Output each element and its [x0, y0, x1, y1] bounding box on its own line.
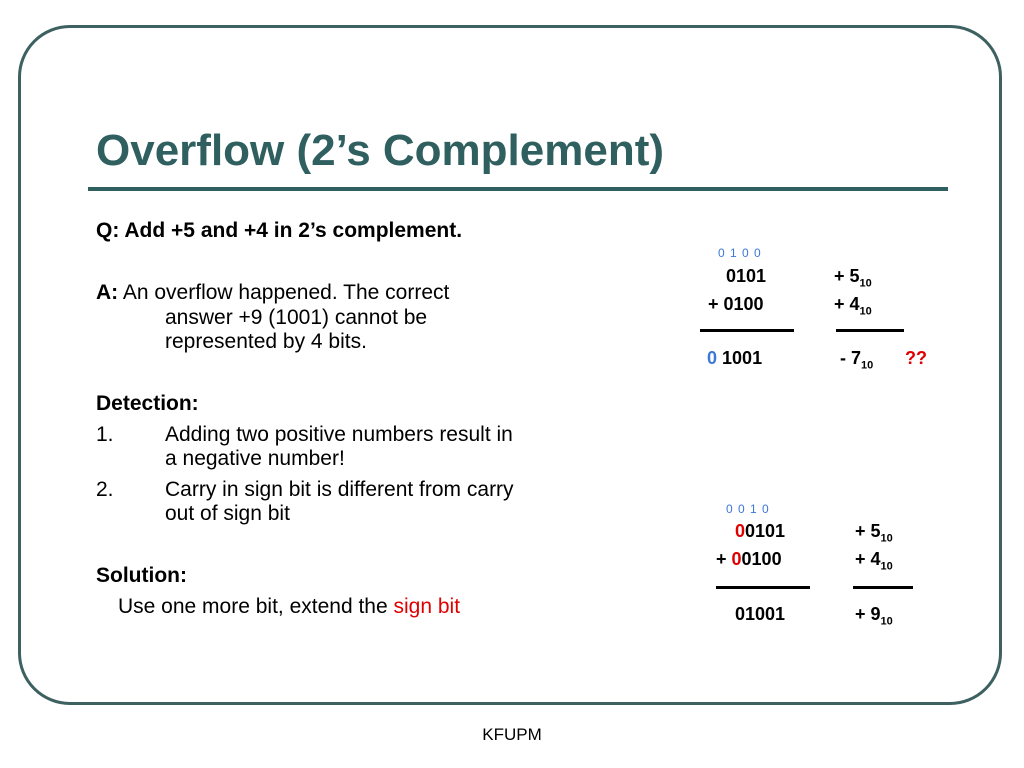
example2-decimal-1	[855, 521, 893, 545]
question-text: Add +5 and +4 in 2’s complement.	[124, 219, 463, 242]
answer-line-2: answer +9 (1001) cannot be	[165, 306, 428, 329]
example1-carry-bits: 0 1 0 0	[718, 246, 762, 260]
example1-operand-1: 0101	[726, 266, 767, 286]
example1-decimal-1	[834, 266, 872, 290]
detection-item-1-num: 1.	[96, 423, 114, 446]
example2-operand-1	[735, 521, 785, 542]
example2-operand-2	[716, 549, 782, 570]
example1-overflow-flag: ??	[905, 348, 927, 368]
example2-operand-2-bits: 0100	[741, 549, 782, 569]
slide-title: Overflow (2’s Complement)	[96, 126, 665, 175]
example2-carry-bits: 0 0 1 0	[726, 502, 770, 516]
solution-line	[118, 594, 460, 619]
solution-heading: Solution:	[96, 564, 187, 587]
example2-decimal-result-value: + 9	[855, 604, 881, 624]
detection-item-2-line-1: Carry in sign bit is different from carry	[165, 478, 514, 501]
example2-binary-sum-rule	[716, 586, 810, 589]
example2-result: 01001	[735, 604, 786, 624]
example2-operand-1-extended-bit: 0	[735, 521, 746, 541]
example2-decimal-2-base: 10	[880, 560, 893, 573]
example1-decimal-2-base: 10	[859, 305, 872, 318]
example1-decimal-2-value: + 4	[834, 294, 860, 314]
example2-operand-1-bits: 0101	[745, 521, 786, 541]
answer-text-1: An overflow happened. The correct	[122, 281, 450, 304]
example2-decimal-result-base: 10	[880, 615, 893, 628]
example1-decimal-result	[840, 348, 873, 372]
example1-operand-2: + 0100	[708, 294, 764, 314]
example2-operand-2-extended-bit: 0	[731, 549, 742, 569]
detection-item-2-line-2: out of sign bit	[165, 502, 290, 525]
example1-decimal-1-base: 10	[859, 277, 872, 290]
answer-label: A:	[96, 281, 119, 304]
question	[96, 218, 462, 243]
answer-line-1	[96, 280, 449, 305]
example2-decimal-2	[855, 549, 893, 573]
sign-bit-highlight: sign bit	[393, 595, 461, 618]
example2-decimal-sum-rule	[853, 586, 913, 589]
example2-decimal-1-value: + 5	[855, 521, 881, 541]
example2-decimal-1-base: 10	[880, 532, 893, 545]
example1-decimal-sum-rule	[836, 329, 904, 332]
example1-decimal-2	[834, 294, 872, 318]
example1-decimal-result-base: 10	[861, 359, 874, 372]
example2-decimal-result	[855, 604, 893, 628]
detection-item-1-line-2: a negative number!	[165, 447, 345, 470]
example1-binary-sum-rule	[700, 329, 794, 332]
detection-item-2-num: 2.	[96, 478, 114, 501]
example1-result-bits: 1001	[722, 348, 763, 368]
example1-result-sign-bit: 0	[707, 348, 718, 368]
answer-line-3: represented by 4 bits.	[165, 330, 367, 353]
title-underline	[88, 187, 948, 191]
example1-result	[707, 348, 762, 369]
example2-operand-2-sign: +	[716, 549, 732, 569]
detection-heading: Detection:	[96, 392, 199, 415]
example1-decimal-result-value: - 7	[840, 348, 862, 368]
example2-decimal-2-value: + 4	[855, 549, 881, 569]
example1-decimal-1-value: + 5	[834, 266, 860, 286]
solution-text: Use one more bit, extend the	[118, 595, 394, 618]
detection-item-1-line-1: Adding two positive numbers result in	[165, 423, 513, 446]
footer-label: KFUPM	[482, 725, 542, 744]
question-label: Q:	[96, 219, 120, 242]
